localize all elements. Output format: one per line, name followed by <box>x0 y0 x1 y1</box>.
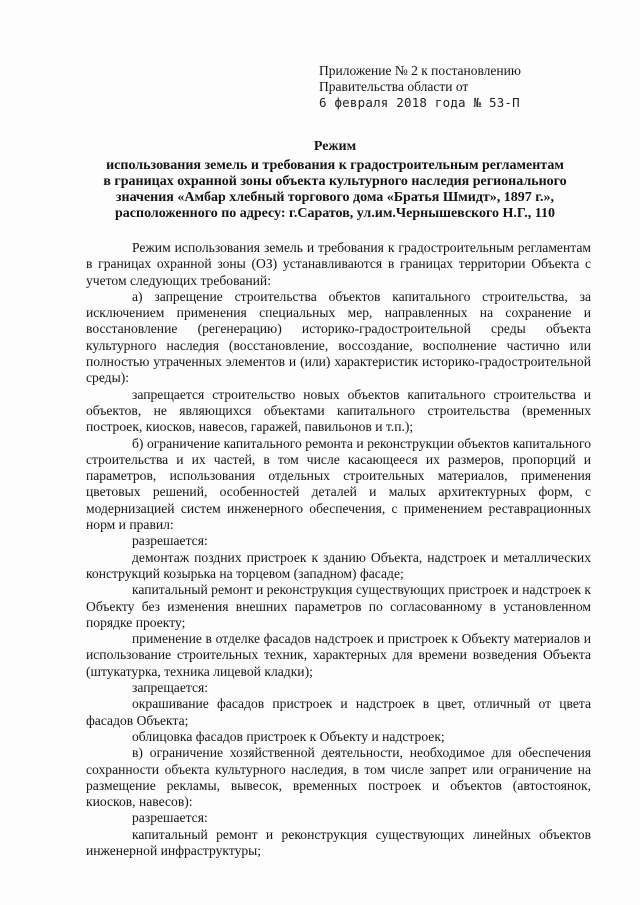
title-line-2: в границах охранной зоны объекта культурного наследия регионального <box>103 174 567 189</box>
document-body <box>86 240 591 859</box>
paragraph-prohibition-construction: запрещается строительство новых объектов капитального строительства и объектов, не являющихся объектами капитального строительства (временных построек, киосков, навесов, гаражей, павильонов и т.п.); <box>86 386 591 435</box>
appendix-line-1: Приложение № 2 к постановлению <box>319 63 521 78</box>
appendix-header <box>319 63 619 111</box>
paragraph-permitted-label-2: разрешается: <box>132 810 208 826</box>
paragraph-item-a: а) запрещение строительства объектов капитального строительства, за исключением применения специальных мер, направленных на сохранение и восстановление (регенерацию) историко-градостроительной среды объекта культурного наследия (восстановление, воссоздание, восполнение частично или полностью утраченных элементов и (или) характеристик историко-градостроительной среды): <box>86 288 591 386</box>
title-heading: Режим <box>313 139 357 154</box>
paragraph-permitted-label: разрешается: <box>132 533 208 549</box>
paragraph-prohibited-label: запрещается: <box>132 680 209 696</box>
title-line-4: расположенного по адресу: г.Саратов, ул.им.Чернышевского Н.Г., 110 <box>115 206 555 221</box>
paragraph-painting: окрашивание фасадов пристроек и надстроек в цвет, отличный от цвета фасадов Объекта; <box>86 696 591 728</box>
title-line-3: значения «Амбар хлебный торгового дома «Братья Шмидт», 1897 г.», <box>115 190 555 205</box>
paragraph-infrastructure: капитальный ремонт и реконструкция существующих линейных объектов инженерной инфраструктуры; <box>86 826 591 858</box>
appendix-line-2: Правительства области от <box>319 79 469 94</box>
paragraph-item-b: б) ограничение капитального ремонта и реконструкции объектов капитального строительства и их частей, в том числе касающееся их размеров, пропорций и параметров, использования отдельных строительных материалов, применения цветовых решений, особенностей деталей и малых архитектурных форм, с модернизацией систем инженерного обеспечения, с применением реставрационных норм и правил: <box>86 435 591 533</box>
document-title <box>80 139 590 222</box>
title-line-1: использования земель и требования к градостроительным регламентам <box>106 158 564 173</box>
paragraph-repair-extensions: капитальный ремонт и реконструкция существующих пристроек и надстроек к Объекту без изменения внешних параметров по согласованному в установленном порядке проекту; <box>86 582 591 630</box>
paragraph-cladding: облицовка фасадов пристроек к Объекту и надстроек; <box>132 728 445 744</box>
paragraph-item-c: в) ограничение хозяйственной деятельности, необходимое для обеспечения сохранности объекта культурного наследия, в том числе запрет или ограничение на размещение рекламы, вывесок, временных построек и объектов (автостоянок, киосков, навесов): <box>86 745 591 810</box>
paragraph-intro: Режим использования земель и требования к градостроительным регламентам в границах охранной зоны (ОЗ) устанавливаются в границах территории Объекта с учетом следующих требований: <box>86 240 591 288</box>
paragraph-materials: применение в отделке фасадов надстроек и пристроек к Объекту материалов и использование строительных техник, характерных для времени возведения Объекта (штукатурка, техника лицевой кладки); <box>86 631 591 679</box>
decree-date-number: 6 февраля 2018 года № 53-П <box>319 95 520 110</box>
paragraph-dismantling: демонтаж поздних пристроек к зданию Объекта, надстроек и металлических конструкций козырька на торцевом (западном) фасаде; <box>86 549 591 581</box>
